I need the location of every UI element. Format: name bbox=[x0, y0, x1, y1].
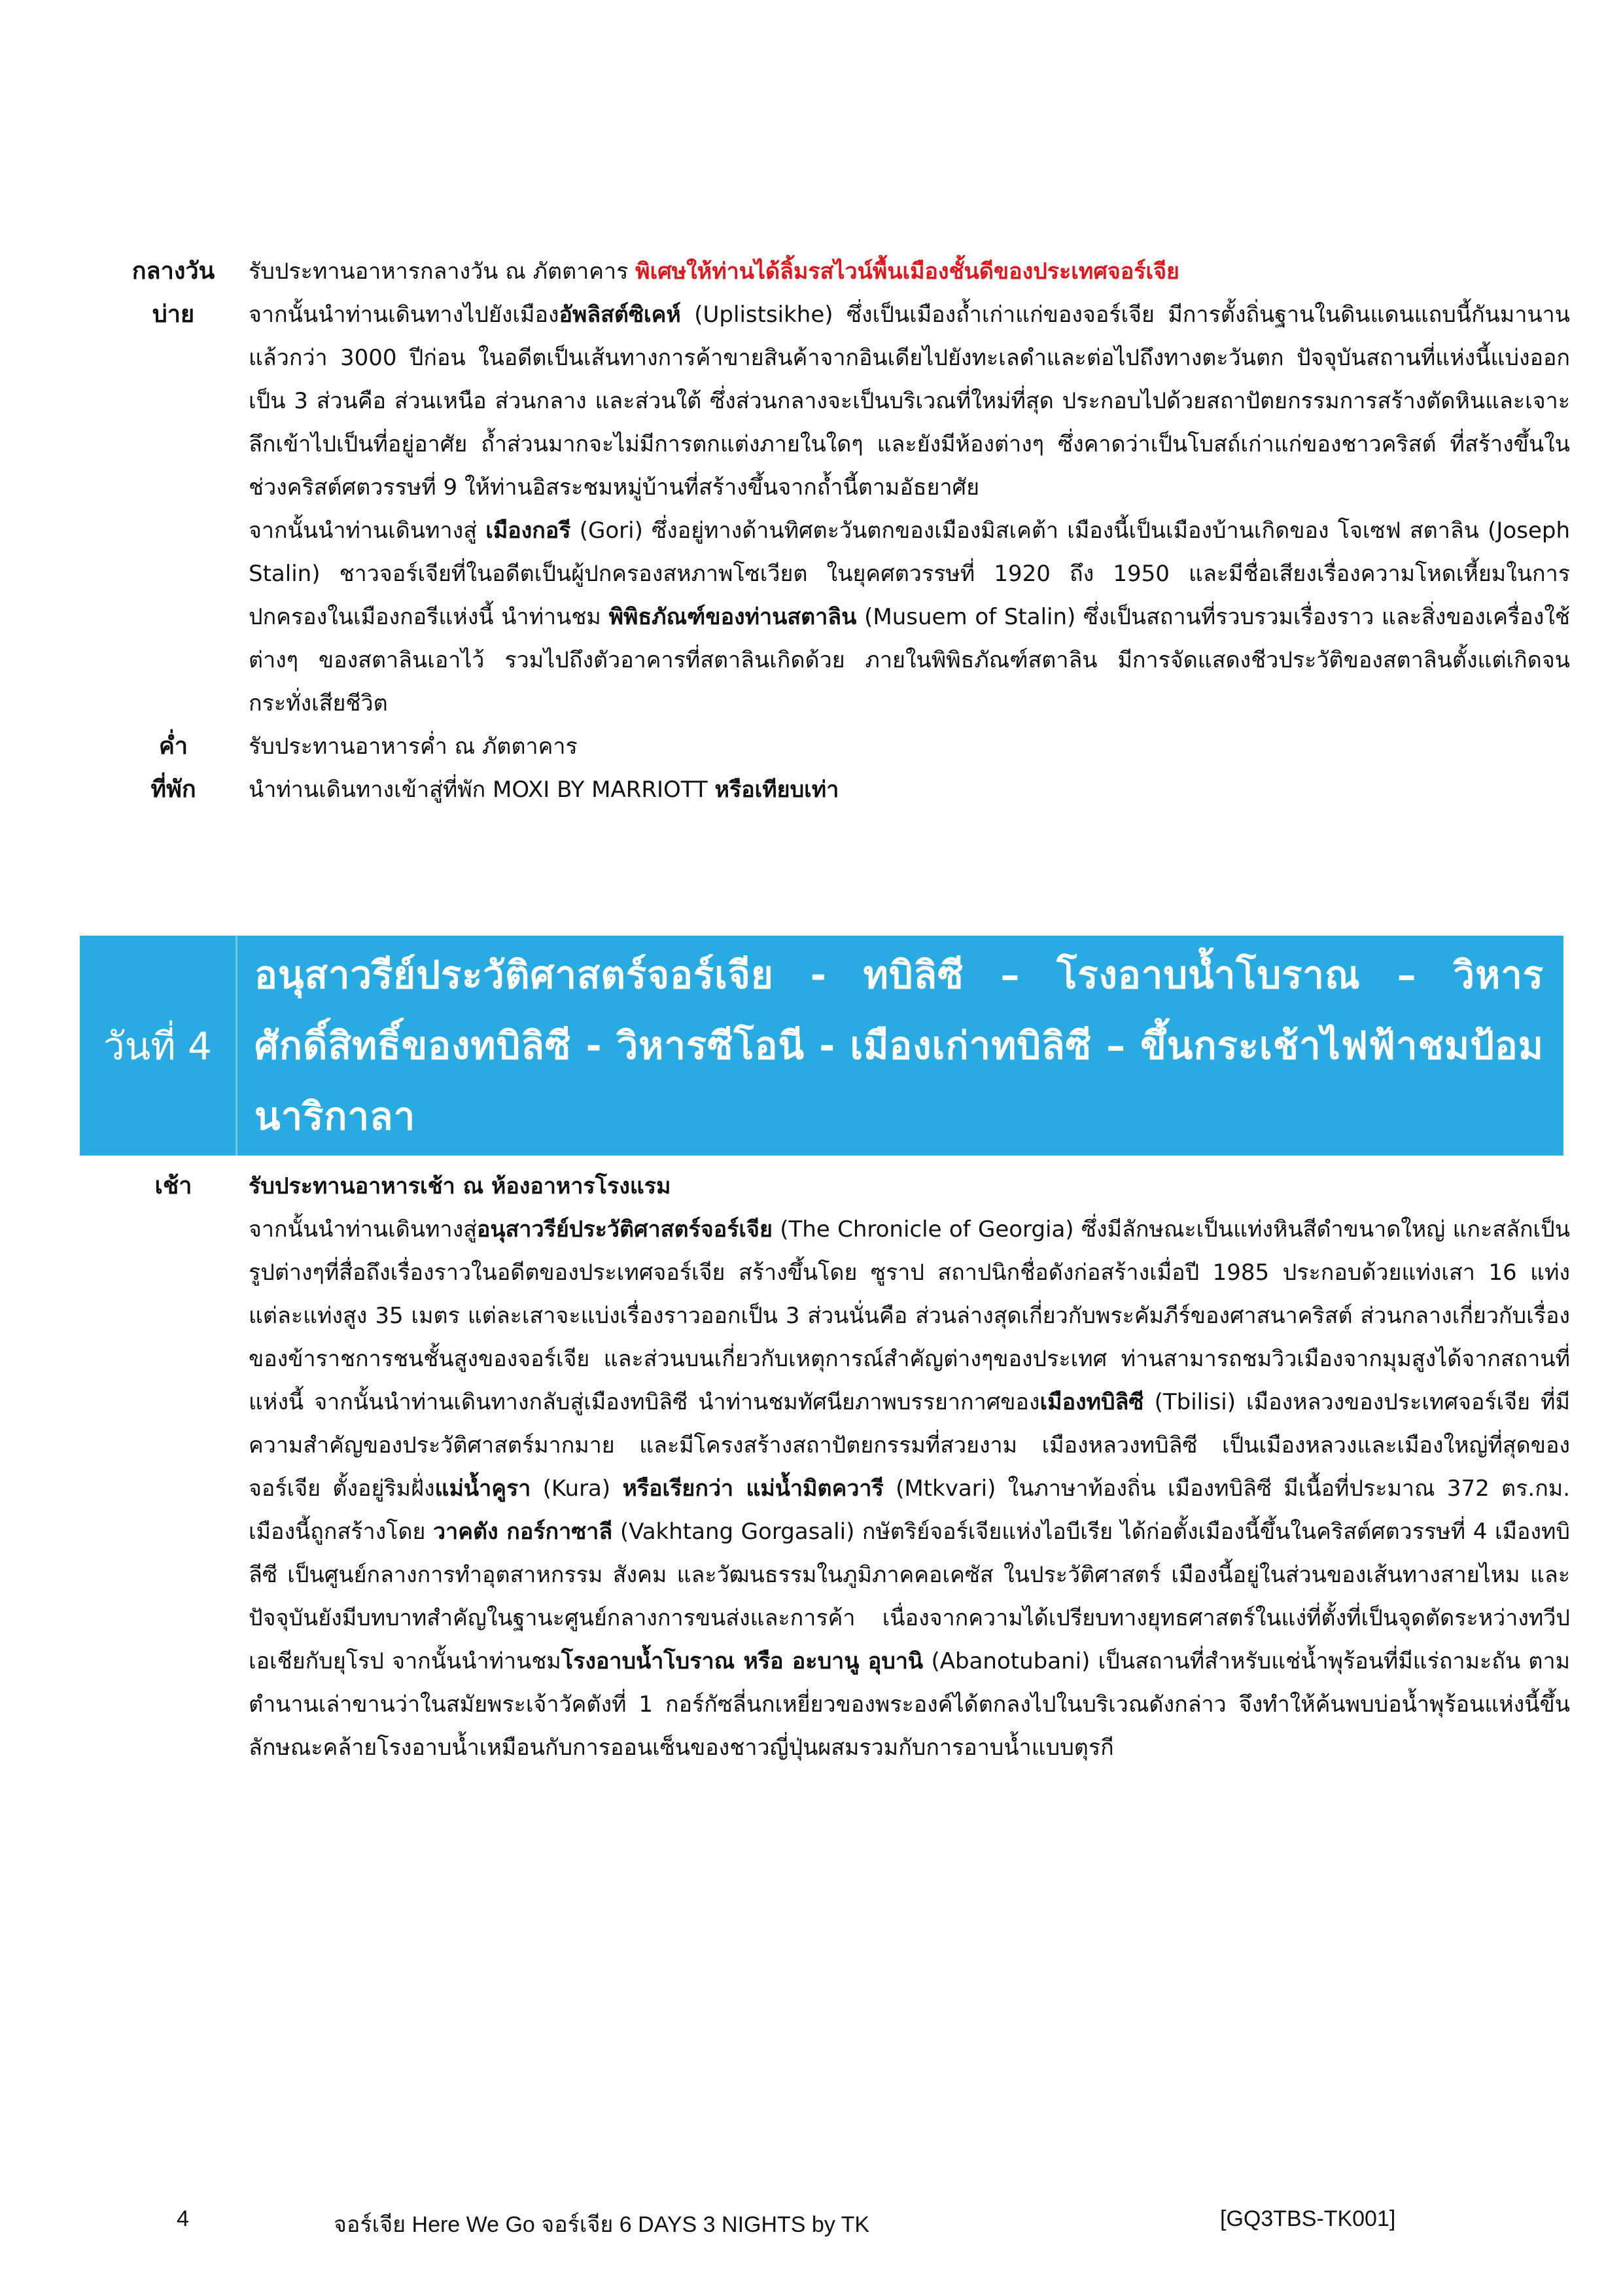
day4-banner bbox=[80, 936, 1563, 1156]
itinerary-section-day3 bbox=[98, 250, 1570, 811]
footer-title: จอร์เจีย Here We Go จอร์เจีย 6 DAYS 3 NIGHTS by TK bbox=[334, 2212, 870, 2237]
dinner-label: ค่ำ bbox=[158, 733, 188, 760]
lunch-highlight: พิเศษให้ท่านได้ลิ้มรสไวน์พื้นเมืองชั้นดีของประเทศจอร์เจีย bbox=[635, 258, 1179, 285]
itinerary-section-day4 bbox=[98, 1165, 1570, 1769]
dinner-text: รับประทานอาหารค่ำ ณ ภัตตาคาร bbox=[249, 733, 578, 760]
afternoon-text bbox=[249, 293, 1570, 725]
lunch-text: รับประทานอาหารกลางวัน ณ ภัตตาคาร พิเศษให้ท่านได้ลิ้มรสไวน์พื้นเมืองชั้นดีของประเทศจอร์เจีย bbox=[249, 258, 1179, 285]
afternoon-label: บ่าย bbox=[152, 301, 195, 328]
hotel-text: นำท่านเดินทางเข้าสู่ที่พัก MOXI BY MARRIOTT หรือเทียบเท่า bbox=[249, 777, 839, 803]
footer-tour-code: [GQ3TBS-TK001] bbox=[1220, 2206, 1396, 2231]
breakfast-row bbox=[98, 1165, 1570, 1208]
afternoon-row bbox=[98, 293, 1570, 725]
hotel-label: ที่พัก bbox=[150, 776, 196, 803]
footer-page-number: 4 bbox=[177, 2206, 189, 2231]
afternoon-paragraph-uplistsikhe: จากนั้นนำท่านเดินทางไปยังเมืองอัพลิสต์ซิเคห์ (Uplistsikhe) ซึ่งเป็นเมืองถ้ำเก่าแก่ของจอร์เจีย มีการตั้งถิ่นฐานในดินแดนแถบนี้กันมานานแล้วกว่า 3000 ปีก่อน ในอดีตเป็นเส้นทางการค้าขายสินค้าจากอินเดียไปยังทะเลดำและต่อไปถึงทางตะวันตก ปัจจุบันสถานที่แห่งนี้แบ่งออกเป็น 3 ส่วนคือ ส่วนเหนือ ส่วนกลาง และส่วนใต้ ซึ่งส่วนกลางจะเป็นบริเวณที่ใหม่ที่สุด ประกอบไปด้วยสถาปัตยกรรมการสร้างตัดหินและเจาะลึกเข้าไปเป็นที่อยู่อาศัย ถ้ำส่วนมากจะไม่มีการตกแต่งภายในใดๆ และยังมีห้องต่างๆ ซึ่งคาดว่าเป็นโบสถ์เก่าแก่ของชาวคริสต์ ที่สร้างขึ้นในช่วงคริสต์ศตวรรษที่ 9 ให้ท่านอิสระชมหมู่บ้านที่สร้างขึ้นจากถ้ำนี้ตามอัธยาศัย bbox=[249, 302, 1570, 501]
lunch-row bbox=[98, 250, 1570, 293]
morning-body-text: จากนั้นนำท่านเดินทางสู่อนุสาวรีย์ประวัติศาสตร์จอร์เจีย (The Chronicle of Georgia) ซึ่งมีลักษณะเป็นแท่งหินสีดำขนาดใหญ่ แกะสลักเป็นรูปต่างๆที่สื่อถึงเรื่องราวในอดีตของประเทศจอร์เจีย สร้างขึ้นโดย ซูราป สถาปนิกชื่อดังก่อสร้างเมื่อปี 1985 ประกอบด้วยแท่งเสา 16 แท่ง แต่ละแท่งสูง 35 เมตร แต่ละเสาจะแบ่งเรื่องราวออกเป็น 3 ส่วนนั่นคือ ส่วนล่างสุดเกี่ยวกับพระคัมภีร์ของศาสนาคริสต์ ส่วนกลางเกี่ยวกับเรื่องของข้าราชการชนชั้นสูงของจอร์เจีย และส่วนบนเกี่ยวกับเหตุการณ์สำคัญต่างๆของประเทศ ท่านสามารถชมวิวเมืองจากมุมสูงได้จากสถานที่แห่งนี้ จากนั้นนำท่านเดินทางกลับสู่เมืองทบิลิซี นำท่านชมทัศนียภาพบรรยากาศของเมืองทบิลิซี (Tbilisi) เมืองหลวงของประเทศจอร์เจีย ที่มีความสำคัญของประวัติศาสตร์มากมาย และมีโครงสร้างสถาปัตยกรรมที่สวยงาม เมืองหลวงทบิลิซี เป็นเมืองหลวงและเมืองใหญ่ที่สุดของจอร์เจีย ตั้งอยู่ริมฝั่งแม่น้ำคูรา (Kura) หรือเรียกว่า แม่น้ำมิตควารี (Mtkvari) ในภาษาท้องถิ่น เมืองทบิลิซี มีเนื้อที่ประมาณ 372 ตร.กม. เมืองนี้ถูกสร้างโดย วาคตัง กอร์กาซาลี (Vakhtang Gorgasali) กษัตริย์จอร์เจียแห่งไอบีเรีย ได้ก่อตั้งเมืองนี้ขึ้นในคริสต์ศตวรรษที่ 4 เมืองทบิลีซี เป็นศูนย์กลางการทำอุตสาหกรรม สังคม และวัฒนธรรมในภูมิภาคคอเคซัส ในประวัติศาสตร์ เมืองนี้อยู่ในส่วนของเส้นทางสายไหม และปัจจุบันยังมีบทบาทสำคัญในฐานะศูนย์กลางการขนส่งและการค้า เนื่องจากความได้เปรียบทางยุทธศาสตร์ในแง่ที่ตั้งที่เป็นจุดตัดระหว่างทวีปเอเชียกับยุโรป จากนั้นนำท่านชมโรงอาบน้ำโบราณ หรือ อะบานู อุบานิ (Abanotubani) เป็นสถานที่สำหรับแช่น้ำพุร้อนที่มีแร่ถามะถัน ตามตำนานเล่าขานว่าในสมัยพระเจ้าวัคตังที่ 1 กอร์กัซลี่นกเหยี่ยวของพระองค์ได้ตกลงไปในบริเวณดังกล่าว จึงทำให้ค้นพบบ่อน้ำพุร้อนแห่งนี้ขึ้น ลักษณะคล้ายโรงอาบน้ำเหมือนกับการออนเซ็นของชาวญี่ปุ่นผสมรวมกับการอาบน้ำแบบตุรกี bbox=[249, 1216, 1571, 1761]
day4-label: วันที่ 4 bbox=[80, 936, 237, 1156]
day4-title: อนุสาวรีย์ประวัติศาสตร์จอร์เจีย - ทบิลิซี – โรงอาบน้ำโบราณ – วิหารศักดิ์สิทธิ์ของทบิลิซี - วิหารซีโอนี - เมืองเก่าทบิลิซี – ขึ้นกระเช้าไฟฟ้าชมป้อมนาริกาลา bbox=[254, 953, 1544, 1139]
dinner-row bbox=[98, 725, 1570, 768]
lunch-label: กลางวัน bbox=[131, 258, 215, 285]
morning-body-row bbox=[98, 1208, 1570, 1769]
breakfast-label: เช้า bbox=[154, 1173, 192, 1199]
hotel-row bbox=[98, 768, 1570, 811]
afternoon-paragraph-gori: จากนั้นนำท่านเดินทางสู่ เมืองกอรี (Gori) ซึ่งอยู่ทางด้านทิศตะวันตกของเมืองมิสเคต้า เมืองนี้เป็นเมืองบ้านเกิดของ โจเซฟ สตาลิน (Joseph Stalin) ชาวจอร์เจียที่ในอดีตเป็นผู้ปกครองสหภาพโซเวียต ในยุคศตวรรษที่ 1920 ถึง 1950 และมีชื่อเสียงเรื่องความโหดเหี้ยมในการปกครองในเมืองกอรีแห่งนี้ นำท่านชม พิพิธภัณฑ์ของท่านสตาลิน (Musuem of Stalin) ซึ่งเป็นสถานที่รวบรวมเรื่องราว และสิ่งของเครื่องใช้ต่างๆ ของสตาลินเอาไว้ รวมไปถึงตัวอาคารที่สตาลินเกิดด้วย ภายในพิพิธภัณฑ์สตาลิน มีการจัดแสดงชีวประวัติของสตาลินตั้งแต่เกิดจนกระทั่งเสียชีวิต bbox=[249, 518, 1570, 716]
breakfast-text: รับประทานอาหารเช้า ณ ห้องอาหารโรงแรม bbox=[249, 1173, 671, 1199]
